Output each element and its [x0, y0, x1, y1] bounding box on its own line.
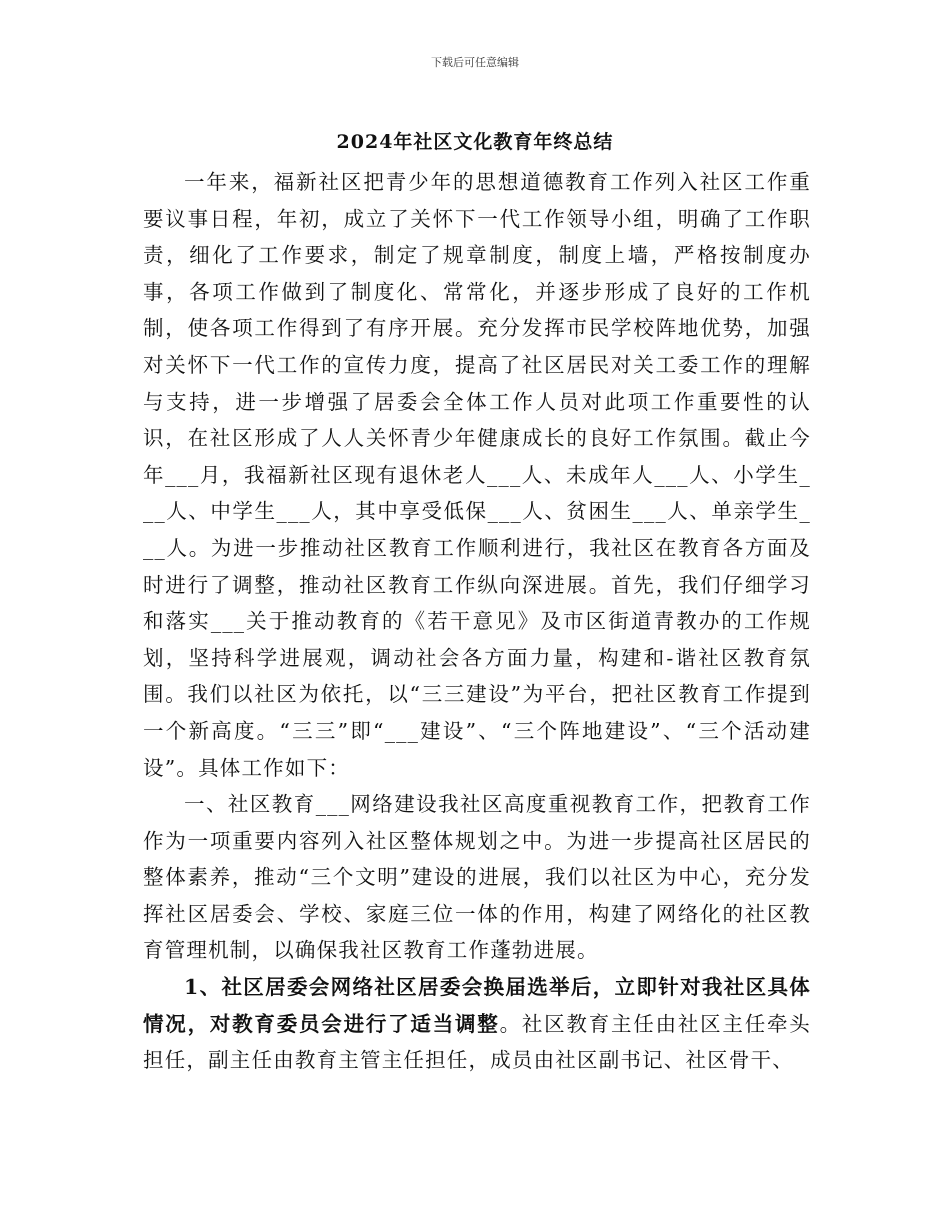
paragraph-item-1-rest: 。社区教育主任由社区主任牵头担任，副主任由教育主管主任担任，成员由社区副书记、社区骨干、 [143, 1011, 811, 1073]
paragraph-item-1-bold: 1、社区居委会网络社区居委会换届选举后，立即针对我社区具体情况，对教育委员会进行了适当调整 [143, 975, 811, 1036]
paragraph-section-1: 一、社区教育___网络建设我社区高度重视教育工作，把教育工作作为一项重要内容列入社区整体规划之中。为进一步提高社区居民的整体素养，推动“三个文明”建设的进展，我们以社区为中心，充分发挥社区居委会、学校、家庭三位一体的作用，构建了网络化的社区教育管理机制，以确保我社区教育工作蓬勃进展。 [143, 792, 811, 963]
document-body [143, 164, 811, 1079]
page-header-note: 下载后可任意编辑 [431, 56, 519, 69]
paragraph-item-1 [143, 969, 811, 1079]
document-title: 2024年社区文化教育年终总结 [336, 131, 614, 153]
paragraph-intro: 一年来，福新社区把青少年的思想道德教育工作列入社区工作重要议事日程，年初，成立了关怀下一代工作领导小组，明确了工作职责，细化了工作要求，制定了规章制度，制度上墙，严格按制度办事，各项工作做到了制度化、常常化，并逐步形成了良好的工作机制，使各项工作得到了有序开展。充分发挥市民学校阵地优势，加强对关怀下一代工作的宣传力度，提高了社区居民对关工委工作的理解与支持，进一步增强了居委会全体工作人员对此项工作重要性的认识，在社区形成了人人关怀青少年健康成长的良好工作氛围。截止今年___月，我福新社区现有退休老人___人、未成年人___人、小学生___人、中学生___人，其中享受低保___人、贫困生___人、单亲学生___人。为进一步推动社区教育工作顺利进行，我社区在教育各方面及时进行了调整，推动社区教育工作纵向深进展。首先，我们仔细学习和落实___关于推动教育的《若干意见》及市区街道青教办的工作规划，坚持科学进展观，调动社会各方面力量，构建和-谐社区教育氛围。我们以社区为依托，以“三三建设”为平台，把社区教育工作提到一个新高度。“三三”即“___建设”、“三个阵地建设”、“三个活动建设”。具体工作如下： [143, 170, 811, 780]
